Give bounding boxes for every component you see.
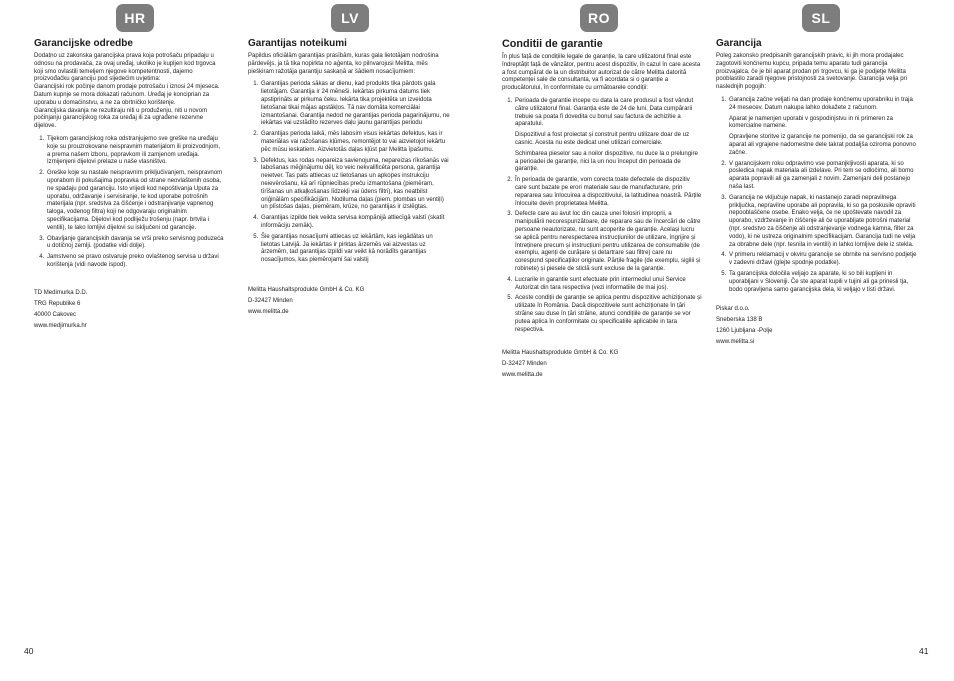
- column-lv: [248, 38, 450, 318]
- list-item: [728, 161, 918, 192]
- tab-ro: RO: [580, 4, 618, 32]
- page-number-right: 41: [919, 646, 929, 656]
- sl-item-2: 2. V garancijskem roku odpravimo vse pomanjkljivosti aparata, ki so posledica napak materiala ali izdelave. Pri tem se odločimo, ali bomo aparata popravili ali ga zamenjali z novim. Zamenjani deli postanejo naša last.: [729, 160, 914, 190]
- lv-conditions-list: [248, 81, 450, 265]
- address-line: TD Medimurka D.D.: [34, 289, 88, 296]
- list-item: 4. Jamstveno se pravo ostvaruje preko ovlaštenog servisa u državi korištenja (vidi navode ispod).: [46, 254, 224, 270]
- list-item: 3. Defektus, kas rodas nepareiza savienojuma, nepareizas rīkošanās vai labošanas mēģinājumu dēļ, ko veic nekvalificēta persona, garantija neietver. Tas pats attiecas uz lietošanas un apkopes instrukciju neievērošanu, kā arī rūpniecības preču izmantošana (piemēram, tīrīšanas un atkaļķošanas līdzekļi vai ūdens filtri), kas neatbilst oriģinālām specifikācijām. Nodiluma daļas (piem. plombas un ventiļi) un plīstošas daļas, piemēram, krūze, no garantijas ir izslēgtas.: [260, 158, 450, 213]
- address-website-link[interactable]: www.melitta.si: [716, 339, 755, 346]
- list-item: [728, 97, 918, 158]
- sl-conditions-list: [716, 97, 918, 294]
- ro-item-3: 3. Defecte care au avut loc din cauza unei folosiri improprii, a manipulării necorespunzătoare, de reparare sau de încercări de către persoane neautorizate, nu sunt acoperite de garanție. Același lucru se aplică pentru nerespectarea instrucțiunilor de utilizare, îngrijire și întreținere precum și instrucțiuni pentru utilizarea de consumabile (de exemplu, agenți de curățare și detartrare sau filtre) care nu corespund specificațiilor originale. Părțile fragile (de exemplu, sigilii și robinete) și piesele de sticlă sunt excluse de la garanție.: [515, 211, 701, 272]
- ro-conditions-list: [502, 98, 702, 334]
- sl-service-address: [716, 304, 918, 348]
- lv-intro: Papildus oficiālām garantijas prasībām, kuras gala lietotājam nodrošina pārdevējs, ja tā tika nopirkta no aģenta, ko pilnvarojusi Melitta, mēs piešķiram ražotāja garantiju saskaņā ar šādiem nosacījumiem:: [248, 53, 439, 75]
- list-item: 3. Obavljanje garancijskih davanja se vrši preko servisnog poduzeća u dotičnoj zemlji. (podatke vidi dolje).: [46, 236, 224, 252]
- ro-item-2: 2. În perioada de garantie, vom corecta toate defectele de dispozitiv care sunt bazate pe erori materiale sau de manufacturare, prin repararea sau înlocuirea a dispozitivului, la latitudinea noastră. Părțile înlocuite devin proprietatea Melitta.: [515, 177, 702, 207]
- list-item: [728, 271, 918, 294]
- hr-intro-2: Garancijski rok počinje danom prodaje potrošaču i iznosi 24 mjeseca. Datum kupnje se mora dokazati računom. Uređaj je konciprian za uporabu u domaćinstvu, a ne za obrtničko korištenje.: [34, 84, 220, 106]
- ro-item-5: 5. Aceste condiții de garanție se aplica pentru dispozitive achiziționate și utilizate în România. Dacă dispozitivele sunt achiziționate în țări străine sau duse în țări străine, atunci condițiile de garanție se vor putea aplica în conformitate cu specificatiile aplicabile in tara respectiva.: [515, 295, 702, 333]
- lv-service-address: [248, 285, 450, 318]
- hr-intro-1: Dodatno uz zakonska garancijska prava koja potrošaču pripadaju u odnosu na prodavača, za ovaj uređaj, ukoliko je kupljen kod trgovca koji smo ovlastili temeljem njegove kompetentnosti, dajemo proizvođačku garanciju pod sljedećim uvjetima:: [34, 53, 216, 83]
- column-hr: [34, 38, 224, 332]
- column-sl: [716, 38, 918, 348]
- hr-title: Garancijske odredbe: [34, 38, 133, 49]
- sl-item-1-para-3: Opravljene storitve iz garancije ne pomenijo, da se garancijski rok za aparat ali vgrajene nadomestne dele takrat podaljša oziroma ponovno začne.: [729, 134, 916, 156]
- address-line: Piskar d.o.o.: [716, 306, 750, 313]
- list-item: [728, 195, 918, 250]
- ro-intro: În plus față de condițiile legale de garanție, la care utilizatorul final este îndreptățit față de vânzător, pentru acest dispozitiv, în cazul în care acesta a fost cumpărat de la un distribuitor autorizat de către Melitta datorită competenței sale de consultanta, va fi acordata si o garanție a producătorului, în conformitate cu următoarele condiții:: [502, 54, 701, 92]
- ro-item-1-para-1: 1. Perioada de garantie incepe cu data la care produsul a fost vândut către utilizatorul final. Garanția este de 24 de luni. Data cumpărarii trebuie sa poata fi dovedita cu bonul sau factura de achizitie a aparatului.: [515, 97, 694, 128]
- address-line: 40000 Cakovec: [34, 311, 77, 318]
- address-website-link[interactable]: www.medjimurka.hr: [34, 322, 87, 329]
- sl-item-4: 4. V primeru reklamacij v okviru garancije se obrnite na servisno podjetje v zadevni državi (glejte spodnje podatke).: [729, 252, 917, 267]
- list-item: [514, 98, 702, 174]
- sl-intro: Poleg zakonsko predpisanih garancijskih pravic, ki jih mora prodajalec zagotoviti končnemu kupcu, pripada temu aparatu tudi garancija proizvajalca, če je bil aparat prodan pri trgovcu, ki ga je podjetje Melitta pooblastilo zaradi njegove pristojnosti za svetovanje. Garancija velja pri naslednjih pogojih:: [716, 53, 907, 91]
- ro-item-1-para-3: Schimbarea pieselor sau a noilor dispozitive, nu duce la o prelungire a perioadei de garanție, nici la un nou început din perioada de garanție.: [515, 150, 698, 173]
- tab-hr: HR: [116, 4, 154, 32]
- ro-title: Conditii de garantie: [502, 38, 603, 50]
- address-line: Melitta Haushaltsprodukte GmbH & Co. KG: [502, 350, 619, 357]
- list-item: [514, 177, 702, 208]
- list-item: [514, 295, 702, 334]
- list-item: 5. Šie garantijas nosacījumi attiecas uz iekārtām, kas iegādātas un lietotas Latvijā. Ja iekārtas ir pirktas ārzemēs vai aizvestas uz ārzemēm, tad garantijas izpildi var veikt kā norādīts garantijas nosacījumos, kas piemērojami šai valstij: [260, 234, 450, 265]
- address-line: TRG Republike 6: [34, 300, 81, 307]
- address-website-link[interactable]: www.melitta.de: [248, 308, 289, 315]
- ro-item-1-para-2: Dispozitivul a fost proiectat și construit pentru utilizare doar de uz casnic. Acesta nu este dedicat unei utilizari comerciale.: [515, 132, 690, 146]
- sl-item-3: 3. Garancija ne vključuje napak, ki nastanejo zaradi nepravilnega priključka, nepravilne uporabe ali popravila, ki so ga poskusile opraviti nepooblaščene osebe. Enako velja, če ne upoštevate navodil za uporabo, vzdrževanje in čiščenje ali če uporabljate potrošni material (npr. sredstvo za čiščenje ali odstranjevanje vodnega kamna, filter za vodo), ki ne ustreza originalnim specifikacijam. Garancija tudi ne velja za obrabne dele (npr. tesnila in ventili) in lahko lomljive dele iz stekla.: [729, 194, 916, 248]
- list-item: 4. Garantijas izpilde tiek veikta servisa kompānijā attiecīgā valstī (skatīt informāciju zemāk).: [260, 215, 450, 231]
- lv-title: Garantijas noteikumi: [248, 38, 347, 49]
- list-item: [728, 252, 918, 268]
- address-line: D-32427 Minden: [502, 361, 547, 368]
- list-item: [514, 211, 702, 273]
- hr-service-address: [34, 288, 224, 332]
- list-item: 1. Tijekom garancijskog roka odstranjujemo sve greške na uređaju koje su prouzrokovane neispravnim materijalom ili proizvodnjom, a prema našem izboru, popravkom ili zamjenom uređaja. Izmijenjeni dijelovi prelaze u naše vlasništvo.: [46, 136, 224, 167]
- address-line: Melitta Haushaltsprodukte GmbH & Co. KG: [248, 286, 365, 293]
- hr-conditions-list: [34, 136, 224, 270]
- list-item: 2. Garantijas perioda laikā, mēs labosim visus iekārtas defektus, kas ir materiālas vai ražošanas kļūmes, remontējot to vai aizvietojot iekārtu pēc mūsu ieskatiem. Aizvietotās daļas kļūst par Melitta īpašumu.: [260, 131, 450, 154]
- address-website-link[interactable]: www.melitta.de: [502, 372, 543, 379]
- sl-item-5: 5. Ta garancijska določila veljajo za aparate, ki so bili kupljeni in uporabljani v Sloveniji. Če ste aparat kupili v tujini ali ga prinesli tja, bodo opravljena samo garancijska dela, ki veljajo v tisti državi.: [729, 270, 909, 293]
- sl-item-1-para-1: 1. Garancija začne veljati na dan prodaje končnemu uporabniku in traja 24 mesecev. Datum nakupa lahko dokažete z računom.: [729, 96, 913, 111]
- sl-title: Garancija: [716, 38, 762, 49]
- ro-service-address: [502, 348, 702, 381]
- ro-item-4: 4. Lucrarile in garantie sunt efectuate prin intermediul unui Service Autorizat din tara respectiva (vezi informatiile de mai jos).: [515, 276, 686, 291]
- list-item: [514, 277, 702, 293]
- hr-intro-3: Garancijska davanja ne rezultiraju niti u produženju, niti u novom počinjanju garancijskog roka za uređaj ili za ugrađene rezervne dijelove.: [34, 107, 208, 130]
- tab-lv: LV: [331, 4, 369, 32]
- list-item: 1. Garantijas perioda sākas ar dienu, kad produkts tika pārdots gala lietotājam. Garantija ir 24 mēneši. Iekārtas pirkuma datums tiek apstiprināts ar pirkuma čeku. Iekārta tika projektēta un izveidota lietošanai tikai mājas apstākļos. Tā nav domāta komerciālai izmantošanai. Garantija nedod ne garantijas perioda pagarinājumu, ne iekārtas vai uzstādīto rezerves daļu jaunu garantijas periodu: [260, 81, 450, 128]
- address-line: Sneberska 138 B: [716, 317, 763, 324]
- page-number-left: 40: [24, 646, 34, 656]
- column-ro: [502, 38, 702, 381]
- tab-sl: SL: [802, 4, 840, 32]
- list-item: 2. Greške koje su nastale neispravnim priključivanjem, neispravnom uporabom ili pokušajima popravka od strane neovlaštenih osoba, ne spadaju pod garanciju. Isto vrijedi kod nepoštivanja Uputa za uporabu, održavanje i servisiranje, te kod uporabe potrošnih materijala (npr. sredstva za čišćenje i odstranjivanje vapnenog taloga, vodenog filtra) koji ne odgovaraju originalnim specifikacijama. Dijelovi kod podliježu trošenju (napr. brtvila i ventili), te lako lomljivi dijelovi su isključeni od garancije.: [46, 170, 224, 232]
- address-line: D-32427 Minden: [248, 297, 293, 304]
- address-line: 1260 Ljubljana -Polje: [716, 328, 773, 335]
- sl-item-1-para-2: Aparat je namenjen uporabi v gospodinjstvu in ni primeren za komercialne namene.: [729, 115, 894, 130]
